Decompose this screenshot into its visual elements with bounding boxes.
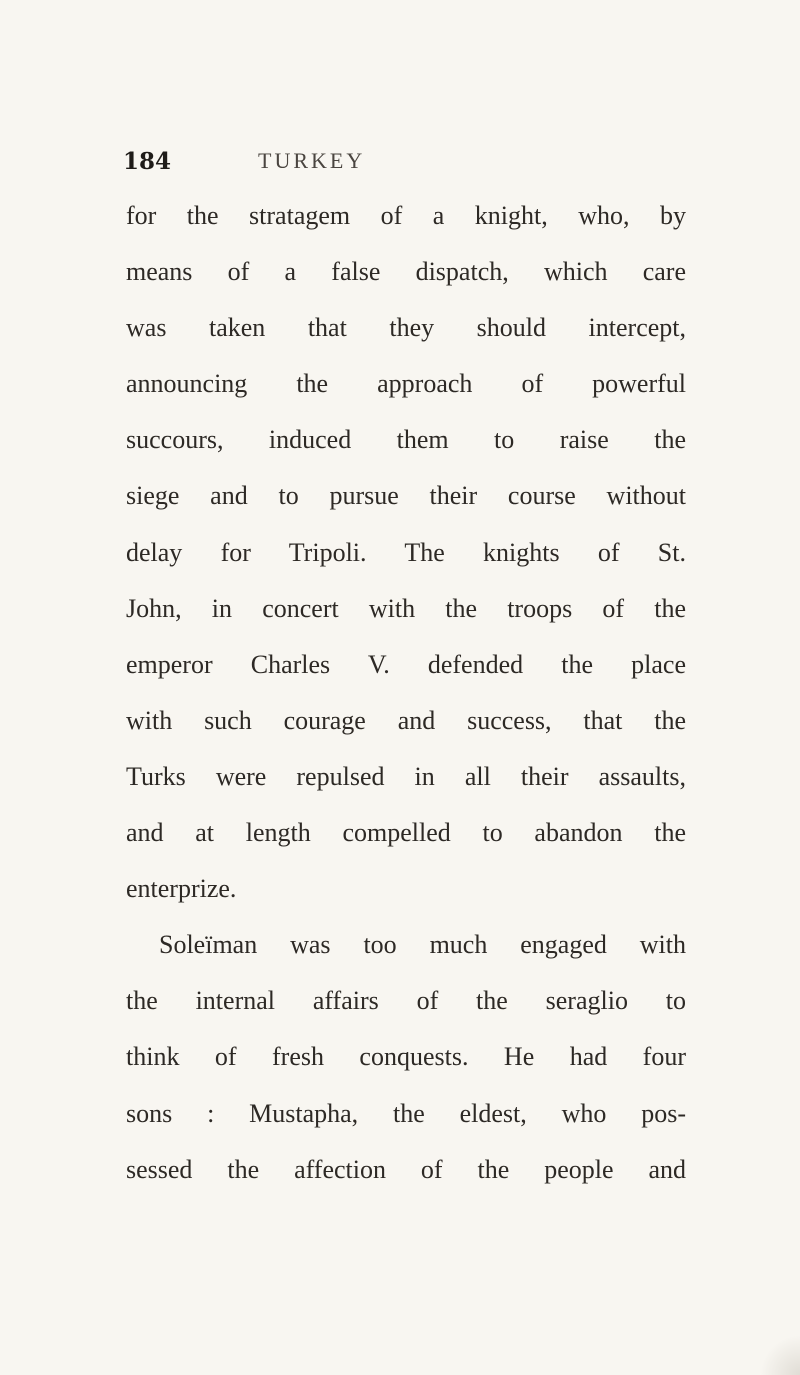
text-line: Soleïman was too much engaged with — [159, 930, 686, 960]
text-line: with such courage and success, that the — [126, 705, 686, 735]
text-line: and at length compelled to abandon the — [126, 818, 686, 848]
body-text — [126, 188, 686, 1198]
text-line: was taken that they should intercept, — [126, 313, 686, 343]
text-line: succours, induced them to raise the — [126, 425, 686, 455]
text-line: think of fresh conquests. He had four — [126, 1042, 686, 1072]
text-line: announcing the approach of powerful — [126, 369, 686, 399]
text-line: emperor Charles V. defended the place — [126, 649, 686, 679]
text-line: sons : Mustapha, the eldest, who pos- — [126, 1098, 686, 1128]
text-line: John, in concert with the troops of the — [126, 593, 686, 623]
text-line: enterprize. — [126, 874, 237, 904]
paper-stain — [760, 1335, 800, 1375]
page-number: 184 — [123, 148, 172, 175]
text-line: means of a false dispatch, which care — [126, 257, 686, 287]
text-line: for the stratagem of a knight, who, by — [126, 201, 686, 230]
text-line: Turks were repulsed in all their assaults, — [126, 761, 686, 791]
text-line: sessed the affection of the people and — [126, 1154, 686, 1184]
running-head: TURKEY — [258, 148, 366, 173]
text-line: delay for Tripoli. The knights of St. — [126, 537, 686, 567]
text-line: the internal affairs of the seraglio to — [126, 986, 686, 1016]
text-line: siege and to pursue their course without — [126, 481, 686, 511]
